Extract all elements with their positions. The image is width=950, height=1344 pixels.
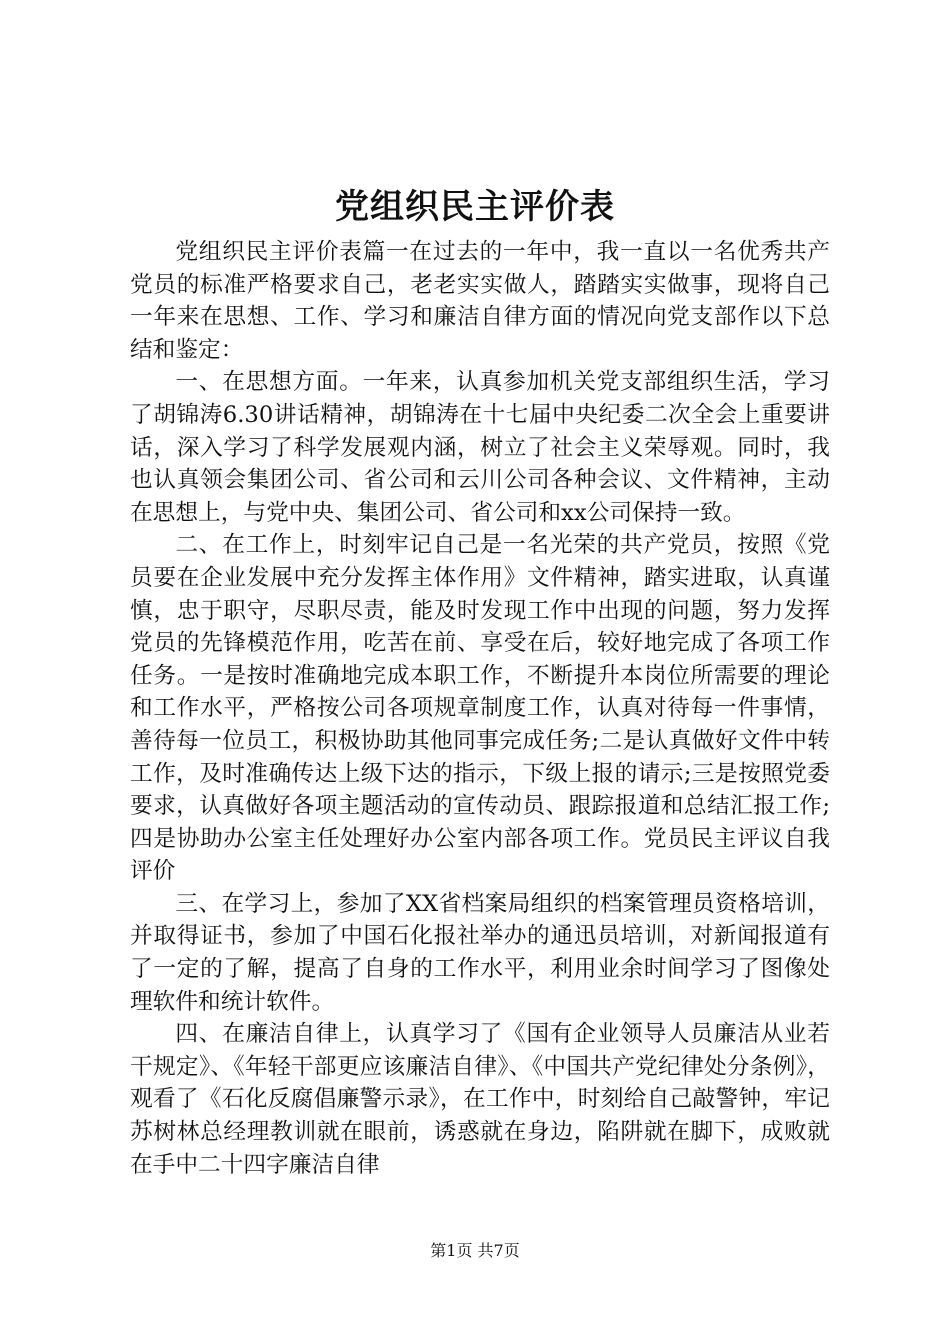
page-number-footer: 第1页 共7页 (430, 1241, 520, 1260)
document-title: 党组织民主评价表 (335, 187, 615, 227)
paragraph-work: 二、在工作上，时刻牢记自己是一名光荣的共产党员，按照《党员要在企业发展中充分发挥主体作用》文件精神，踏实进取，认真谨慎，忠于职守，尽职尽责，能及时发现工作中出现的问题，努力发挥党员的先锋模范作用，吃苦在前、享受在后，较好地完成了各项工作任务。一是按时准确地完成本职工作，不断提升本岗位所需要的理论和工作水平，严格按公司各项规章制度工作，认真对待每一件事情，善待每一位员工，积极协助其他同事完成任务;二是认真做好文件中转工作，及时准确传达上级下达的指示，下级上报的请示;三是按照党委要求，认真做好各项主题活动的宣传动员、跟踪报道和总结汇报工作;四是协助办公室主任处理好办公室内部各项工作。党员民主评议自我评价 (130, 532, 830, 885)
document-body (130, 236, 830, 1181)
paragraph-intro: 党组织民主评价表篇一在过去的一年中，我一直以一名优秀共产党员的标准严格要求自己，老老实实做人，踏踏实实做事，现将自己一年来在思想、工作、学习和廉洁自律方面的情况向党支部作以下总结和鉴定： (130, 239, 830, 363)
paragraph-thought: 一、在思想方面。一年来，认真参加机关党支部组织生活，学习了胡锦涛6.30讲话精神，胡锦涛在十七届中央纪委二次全会上重要讲话，深入学习了科学发展观内涵，树立了社会主义荣辱观。同时，我也认真领会集团公司、省公司和云川公司各种会议、文件精神，主动在思想上，与党中央、集团公司、省公司和xx公司保持一致。 (130, 369, 830, 526)
paragraph-study: 三、在学习上，参加了XX省档案局组织的档案管理员资格培训，并取得证书，参加了中国石化报社举办的通迅员培训，对新闻报道有了一定的了解，提高了自身的工作水平，利用业余时间学习了图像处理软件和统计软件。 (130, 890, 830, 1015)
paragraph-integrity: 四、在廉洁自律上，认真学习了《国有企业领导人员廉洁从业若干规定》、《年轻干部更应该廉洁自律》、《中国共产党纪律处分条例》，观看了《石化反腐倡廉警示录》，在工作中，时刻给自己敲警钟，牢记苏树林总经理教训就在眼前，诱惑就在身边，陷阱就在脚下，成败就在手中二十四字廉洁自律 (130, 1021, 830, 1178)
